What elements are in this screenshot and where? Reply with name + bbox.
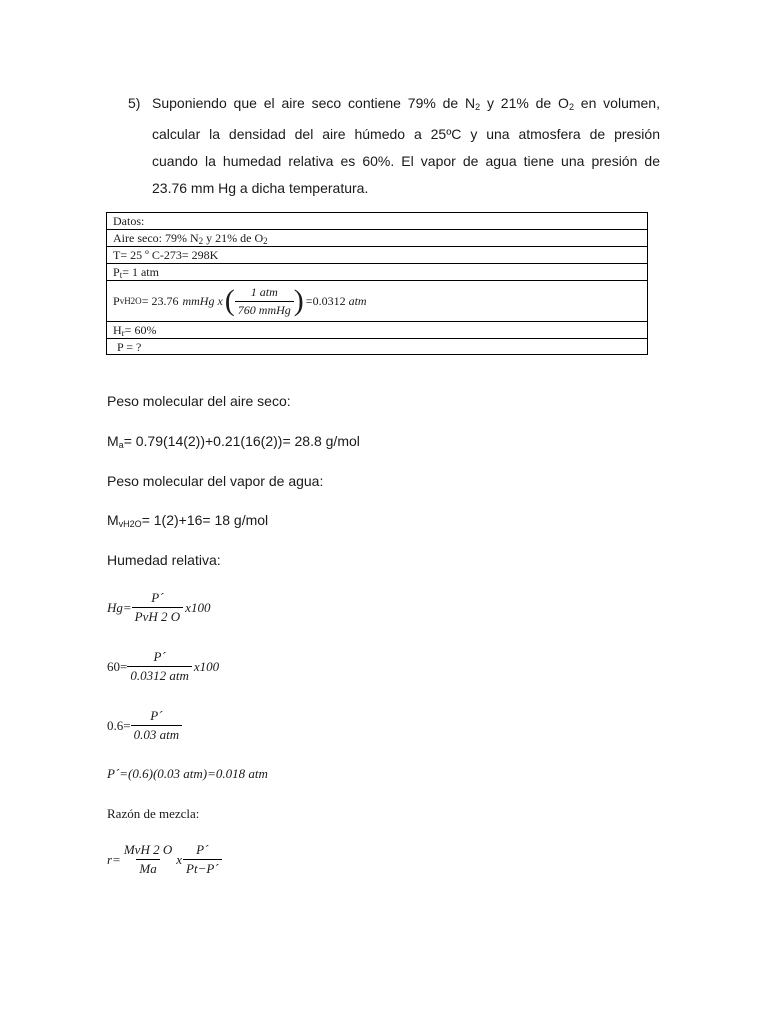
heading-mixing-ratio: Razón de mezcla: bbox=[107, 806, 200, 821]
problem-number: 5) bbox=[128, 95, 141, 111]
data-table bbox=[106, 212, 648, 355]
equation-humidity: Hg= $\frac{P´}{\text{PvH 2 O}}$ x100 bbox=[107, 590, 211, 624]
equation-mixing-ratio: r= $\frac{\text{MvH 2 O}}{Ma}$ x $\frac{P´}{Pt-P´}$ bbox=[107, 842, 222, 877]
table-row: Datos: bbox=[107, 213, 647, 230]
problem-line-4: 23.76 mm Hg a dicha temperatura. bbox=[152, 180, 369, 196]
problem-line-3: cuando la humedad relativa es 60%. El vapor de agua tiene una presión de bbox=[152, 153, 660, 169]
table-row: T= 25 º C-273= 298K bbox=[107, 247, 647, 264]
fraction: $\frac{P´}{\text{PvH 2 O}}$ bbox=[132, 590, 184, 625]
fraction: $\frac{P´}{\text{0.03 atm}}$ bbox=[131, 708, 183, 743]
problem-line-1: Suponiendo que el aire seco contiene 79% de $N_2$ y 21% de $O_2$ en volumen, bbox=[152, 95, 660, 112]
equation-fraction-ratio: 0.6= $\frac{P´}{\text{0.03 atm}}$ bbox=[107, 708, 182, 743]
table-row: $P_t= 1$ atm bbox=[107, 264, 647, 281]
fraction: $\frac{P´}{Pt-P´}$ bbox=[183, 842, 222, 877]
fraction: $\frac{P´}{\text{0.0312 atm}}$ bbox=[127, 649, 192, 684]
equation-humidity-substituted: 60= $\frac{P´}{\text{0.0312 atm}}$ x100 bbox=[107, 649, 220, 683]
fraction: $\frac{\text{1 atm}}{\text{760 mmHg}}$ bbox=[235, 285, 294, 318]
fraction: $\frac{\text{MvH 2 O}}{Ma}$ bbox=[123, 842, 173, 876]
table-row: P vH2O = 23.76 mmHg x ( $\frac{\text{1 atm}}{\text{760 mmHg}}$ ) =0.0312 atm bbox=[107, 281, 647, 322]
heading-water-vapor: Peso molecular del vapor de agua: bbox=[107, 473, 324, 489]
table-row: P = ? bbox=[117, 340, 142, 354]
problem-line-2: calcular la densidad del aire húmedo a 25ºC y una atmosfera de presión bbox=[152, 126, 660, 142]
table-row: $H_r= 60\%$ bbox=[107, 322, 647, 339]
dry-air-molar-mass: $M_a= 0.79(14(2))+0.21(16(2))= 28.8$ g/mol bbox=[107, 433, 360, 450]
equation-partial-pressure: P´=(0.6)(0.03 atm)=0.018 atm bbox=[107, 766, 268, 781]
problem-text bbox=[152, 90, 660, 202]
heading-dry-air: Peso molecular del aire seco: bbox=[107, 393, 291, 409]
table-row: Aire seco: 79% $N_2$ y 21% de $O_2$ bbox=[107, 230, 647, 247]
heading-relative-humidity: Humedad relativa: bbox=[107, 552, 221, 568]
water-vapor-molar-mass: $M_{vH2O}= 1(2)+16= 18$ g/mol bbox=[107, 512, 269, 529]
